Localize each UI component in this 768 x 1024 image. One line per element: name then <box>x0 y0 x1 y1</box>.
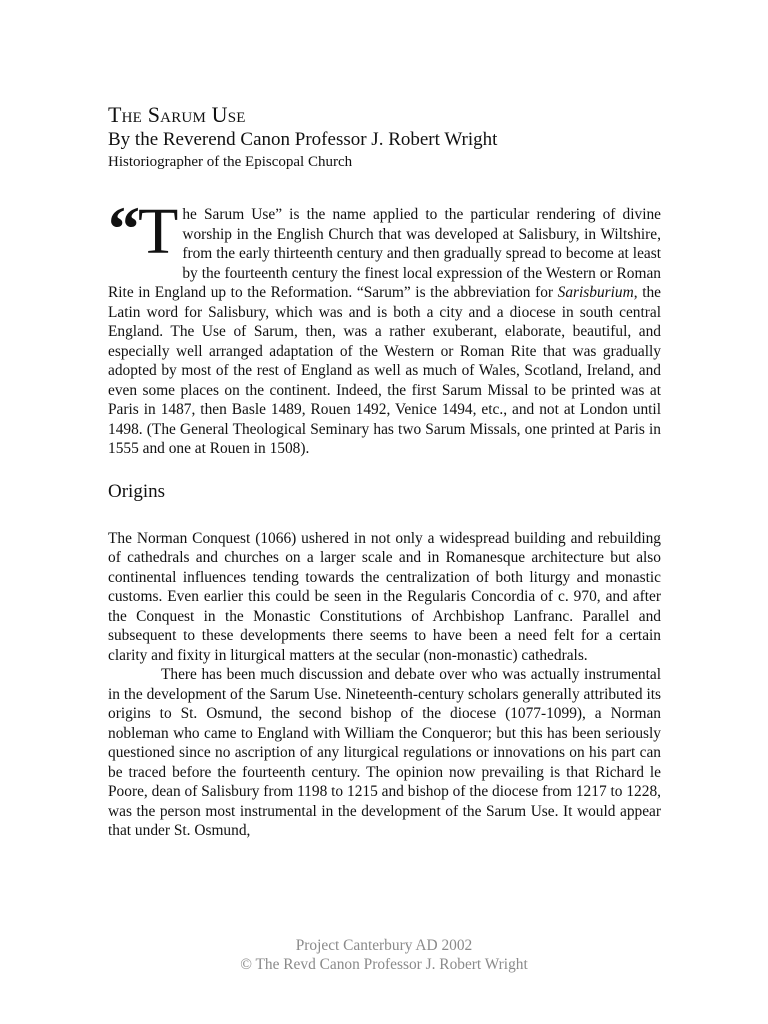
origins-section <box>108 529 661 841</box>
document-page <box>108 102 661 841</box>
author-byline: By the Reverend Canon Professor J. Robert Wright <box>108 129 498 150</box>
intro-text-part-1: he Sarum Use” is the name applied to the particular rendering of divine worship in the English Church that was developed at Salisbury, in Wiltshire, from the early thirteenth century and then gradually spread to become at least by the fourteenth century the finest local expression of the Western or Roman Rite in England up to the Reformation. “Sarum” is the abbreviation for <box>108 206 661 301</box>
page-footer <box>0 936 768 974</box>
intro-paragraph <box>108 193 661 459</box>
origins-paragraph-1: The Norman Conquest (1066) ushered in not only a widespread building and rebuilding of cathedrals and churches on a larger scale and in Romanesque architecture but also continental influences tending towards the centralization of both liturgy and monastic customs. Even earlier this could be seen in the Regularis Concordia of c. 970, and after the Conquest in the Monastic Constitutions of Archbishop Lanfranc. Parallel and subsequent to these developments there seems to have been a need felt for a certain clarity and fixity in liturgical matters at the secular (non-monastic) cathedrals. <box>108 529 661 664</box>
footer-project-line: Project Canterbury AD 2002 <box>295 937 473 954</box>
section-heading-origins: Origins <box>108 480 165 502</box>
intro-section <box>108 193 661 459</box>
footer-copyright-line: © The Revd Canon Professor J. Robert Wright <box>240 956 528 973</box>
author-affiliation: Historiographer of the Episcopal Church <box>108 154 353 170</box>
document-title: The Sarum Use <box>108 102 246 127</box>
intro-text-part-2: , the Latin word for Salisbury, which was and is both a city and a diocese in south central England. The Use of Sarum, then, was a rather exuberant, elaborate, beautiful, and especially well arranged adaptation of the Western or Roman Rite that was gradually adopted by most of the rest of England as well as much of Wales, Scotland, Ireland, and even some places on the continent. Indeed, the first Sarum Missal to be printed was at Paris in 1487, then Basle 1489, Rouen 1492, Venice 1494, etc., and not at London until 1498. (The General Theological Seminary has two Sarum Missals, one printed at Paris in 1555 and one at Rouen in 1508). <box>108 284 661 457</box>
drop-cap-quote-mark: “ <box>108 193 140 264</box>
intro-italic-term: Sarisburium <box>557 284 634 301</box>
drop-cap-letter: T <box>138 195 179 268</box>
drop-cap <box>108 193 179 268</box>
origins-paragraph-2: There has been much discussion and debate over who was actually instrumental in the development of the Sarum Use. Nineteenth-century scholars generally attributed its origins to St. Osmund, the second bishop of the diocese (1077-1099), a Norman nobleman who came to England with William the Conqueror; but this has been seriously questioned since no ascription of any liturgical regulations or innovations on his part can be traced before the fourteenth century. The opinion now prevailing is that Richard le Poore, dean of Salisbury from 1198 to 1215 and bishop of the diocese from 1217 to 1228, was the person most instrumental in the development of the Sarum Use. It would appear that under St. Osmund, <box>108 666 661 839</box>
